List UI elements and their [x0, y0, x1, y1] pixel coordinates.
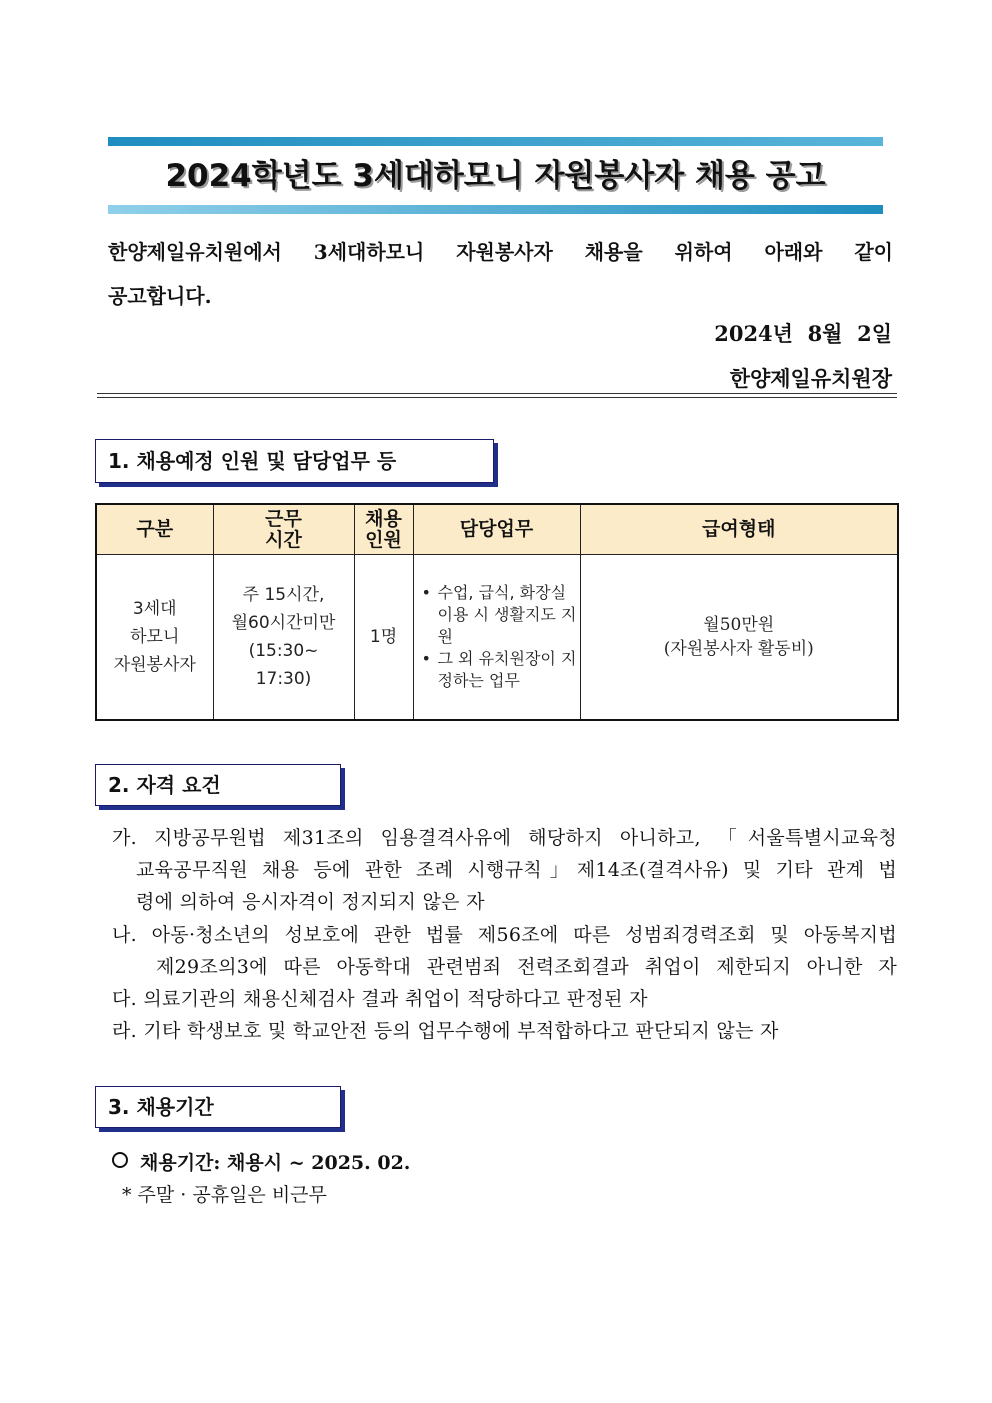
- circle-bullet-icon: [112, 1152, 128, 1168]
- cell-pay: 월50만원 (자원봉사자 활동비): [580, 555, 898, 721]
- cell-duties: [413, 555, 580, 721]
- announcement-date: 2024년 8월 2일: [714, 321, 892, 346]
- holiday-note: * 주말 · 공휴일은 비근무: [122, 1184, 327, 1206]
- employment-period: [112, 1148, 410, 1175]
- header-count: 채용 인원: [354, 504, 413, 555]
- qualification-line: 교육공무직원 채용 등에 관한 조례 시행규칙」제14조(결격사유) 및 기타 관계 법: [136, 859, 897, 881]
- issuer: 한양제일유치원장: [729, 366, 892, 391]
- double-divider: [97, 393, 897, 398]
- table-row: [96, 555, 898, 721]
- intro-line-2: 공고합니다.: [108, 284, 212, 308]
- table-header-row: [96, 504, 898, 555]
- duty-item: • 수업, 급식, 화장실 이용 시 생활지도 지원: [422, 582, 580, 648]
- employment-period-text: 채용기간: 채용시 ~ 2025. 02.: [140, 1152, 411, 1174]
- qualification-line: 라. 기타 학생보호 및 학교안전 등의 업무수행에 부적합하다고 판단되지 않는 자: [112, 1020, 779, 1042]
- title-bar-bottom: [108, 205, 883, 214]
- header-duties: 담당업무: [413, 504, 580, 555]
- intro-line-1: 한양제일유치원에서 3세대하모니 자원봉사자 채용을 위하여 아래와 같이: [108, 240, 893, 264]
- section-3-heading: 3. 채용기간: [95, 1086, 341, 1128]
- header-hours: 근무 시간: [213, 504, 354, 555]
- title-bar-top: [108, 137, 883, 146]
- header-category: 구분: [96, 504, 213, 555]
- qualification-a: [112, 822, 897, 918]
- cell-count: 1명: [354, 555, 413, 721]
- header-pay: 급여형태: [580, 504, 898, 555]
- qualification-line: 가. 지방공무원법 제31조의 임용결격사유에 해당하지 아니하고, 「서울특별시교육청: [112, 827, 897, 849]
- qualification-line: 령에 의하여 응시자격이 정지되지 않은 자: [136, 891, 485, 913]
- duty-item: • 그 외 유치원장이 지정하는 업무: [422, 648, 580, 692]
- cell-category: 3세대 하모니 자원봉사자: [96, 555, 213, 721]
- qualification-b: [112, 919, 897, 983]
- section-2-heading: 2. 자격 요건: [95, 764, 341, 806]
- recruitment-table: [95, 503, 899, 721]
- qualification-d: [112, 1015, 897, 1047]
- section-1-heading: 1. 채용예정 인원 및 담당업무 등: [95, 439, 494, 483]
- cell-hours: 주 15시간, 월60시간미만 (15:30~ 17:30): [213, 555, 354, 721]
- qualification-line: 나. 아동·청소년의 성보호에 관한 법률 제56조에 따른 성범죄경력조회 및 아동복지법: [112, 924, 897, 946]
- qualification-line: 다. 의료기관의 채용신체검사 결과 취업이 적당하다고 판정된 자: [112, 988, 648, 1010]
- qualification-line: 제29조의3에 따른 아동학대 관련범죄 전력조회결과 취업이 제한되지 아니한 자: [156, 956, 897, 978]
- page-title: 2024학년도 3세대하모니 자원봉사자 채용 공고: [165, 158, 826, 194]
- qualification-c: [112, 983, 897, 1015]
